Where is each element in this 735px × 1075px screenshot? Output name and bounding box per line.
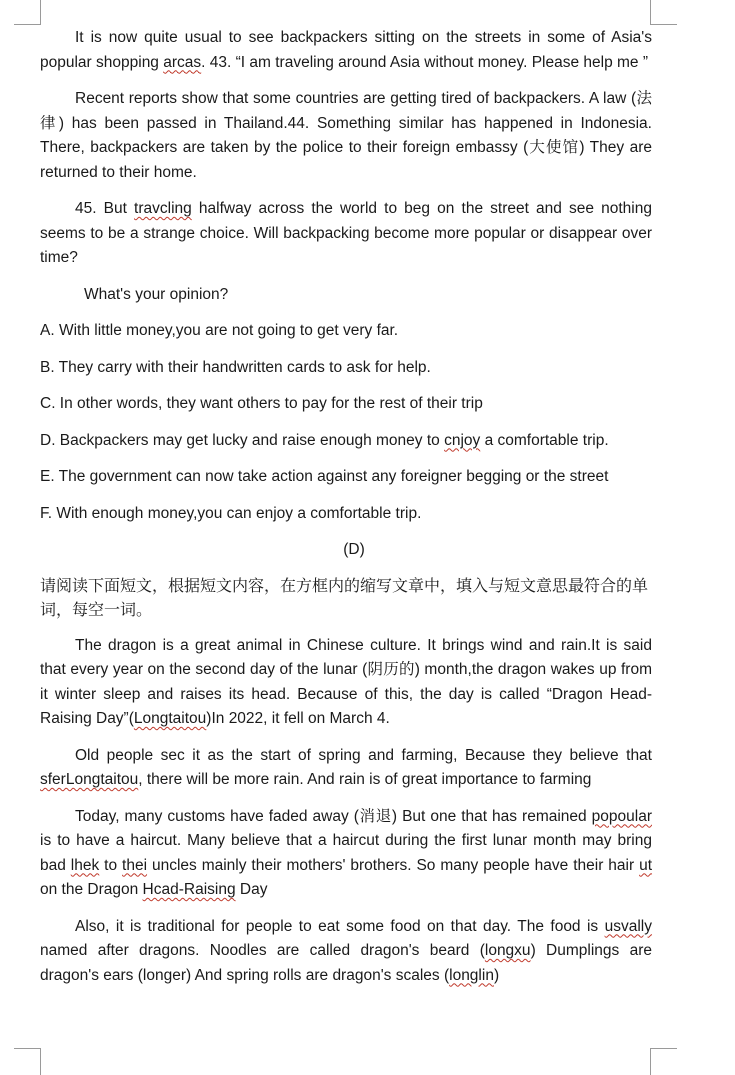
passage-d-paragraph-1 [40, 634, 652, 732]
option-a: A. With little money,you are not going to get very far. [40, 322, 399, 339]
spelling-error: longxu [484, 942, 531, 959]
corner-mark-bottom-left [14, 1048, 41, 1075]
spelling-error: lhek [70, 856, 100, 874]
spelling-error: thei [122, 856, 148, 874]
opinion-question: What's your opinion? [84, 285, 229, 303]
option-b: B. They carry with their handwritten cards to ask for help. [40, 358, 431, 376]
text-run: is to have a haircut. Many believe that a haircut during the first lunar month may bring bad [40, 832, 652, 874]
text-run: ) Dumplings are dragon's ears (longer) And spring rolls are dragon's scales ( [40, 942, 652, 984]
corner-mark-top-left [14, 0, 41, 25]
option-e: E. The government can now take action against any foreigner begging or the street [40, 468, 609, 485]
corner-mark-top-right [650, 0, 677, 25]
option-d [40, 429, 652, 454]
passage-c-paragraph-3 [40, 197, 652, 271]
text-run: halfway across the world to beg on the street and see nothing seems to be a strange choice. Will backpacking become more popular or disappear over time? [40, 200, 652, 266]
corner-mark-bottom-right [650, 1048, 677, 1075]
text-run: , there will be more rain. And rain is of great importance to farming [138, 771, 592, 788]
spelling-error: sferLongtaitou [40, 771, 139, 788]
text-run: on the Dragon [40, 881, 143, 898]
text-run: Also, it is traditional for people to eat some food on that day. The food is [75, 917, 605, 935]
spelling-error: popoular [591, 807, 652, 825]
option-c: C. In other words, they want others to pay for the rest of their trip [40, 395, 483, 412]
spelling-error: Longtaitou [133, 710, 207, 727]
text-run: to [99, 856, 123, 874]
document-page [40, 26, 652, 1000]
spelling-error: usvally [604, 917, 652, 935]
spelling-error: longlin [449, 966, 494, 984]
text-run: Old people sec it as the start of spring and farming, Because they believe that [75, 746, 652, 764]
section-label: (D) [343, 541, 365, 558]
passage-c-paragraph-2: Recent reports show that some countries are getting tired of backpackers. A law (法律) has been passed in Thailand.44. Something similar has happened in Indonesia. There, backpackers are taken by the police to their foreign embassy (大使馆) They are returned to their home. [40, 90, 652, 181]
spelling-error: ut [639, 856, 653, 874]
text-run: D. Backpackers may get lucky and raise enough money to [40, 431, 445, 449]
text-run: uncles mainly their mothers' brothers. So many people have their hair [147, 856, 640, 874]
text-run: a comfortable trip. [480, 431, 609, 449]
text-run: 45. But [75, 200, 135, 217]
passage-d-paragraph-2 [40, 744, 652, 793]
text-run: Today, many customs have faded away (消退) But one that has remained [75, 807, 592, 825]
section-instruction: 请阅读下面短文，根据短文内容，在方框内的缩写文章中，填入与短文意思最符合的单词，每空一词。 [40, 575, 649, 619]
option-f: F. With enough money,you can enjoy a comfortable trip. [40, 504, 422, 522]
text-run: )In 2022, it fell on March 4. [206, 710, 390, 727]
spelling-error: Hcad-Raising [142, 881, 236, 898]
text-run: named after dragons. Noodles are called dragon's beard ( [40, 942, 485, 959]
text-run: It is now quite usual to see backpackers sitting on the streets in some of Asia's popular shopping [40, 29, 652, 71]
spelling-error: cnjoy [444, 431, 481, 449]
passage-d-paragraph-4 [40, 915, 652, 989]
passage-c-paragraph-1 [40, 26, 652, 75]
text-run: Day [235, 881, 268, 898]
passage-d-paragraph-3 [40, 805, 652, 903]
spelling-error: travcling [134, 200, 192, 217]
text-run: ) [493, 966, 500, 984]
text-run: . 43. “I am traveling around Asia without money. Please help me ” [201, 53, 649, 71]
spelling-error: arcas [163, 53, 202, 71]
text-run: The dragon is a great animal in Chinese culture. It brings wind and rain.It is said that every year on the second day of the lunar (阴历的) month,the dragon wakes up from it winter sleep and raises its head. Because of this, the day is called “Dragon Head-Raising Day”( [40, 636, 652, 727]
